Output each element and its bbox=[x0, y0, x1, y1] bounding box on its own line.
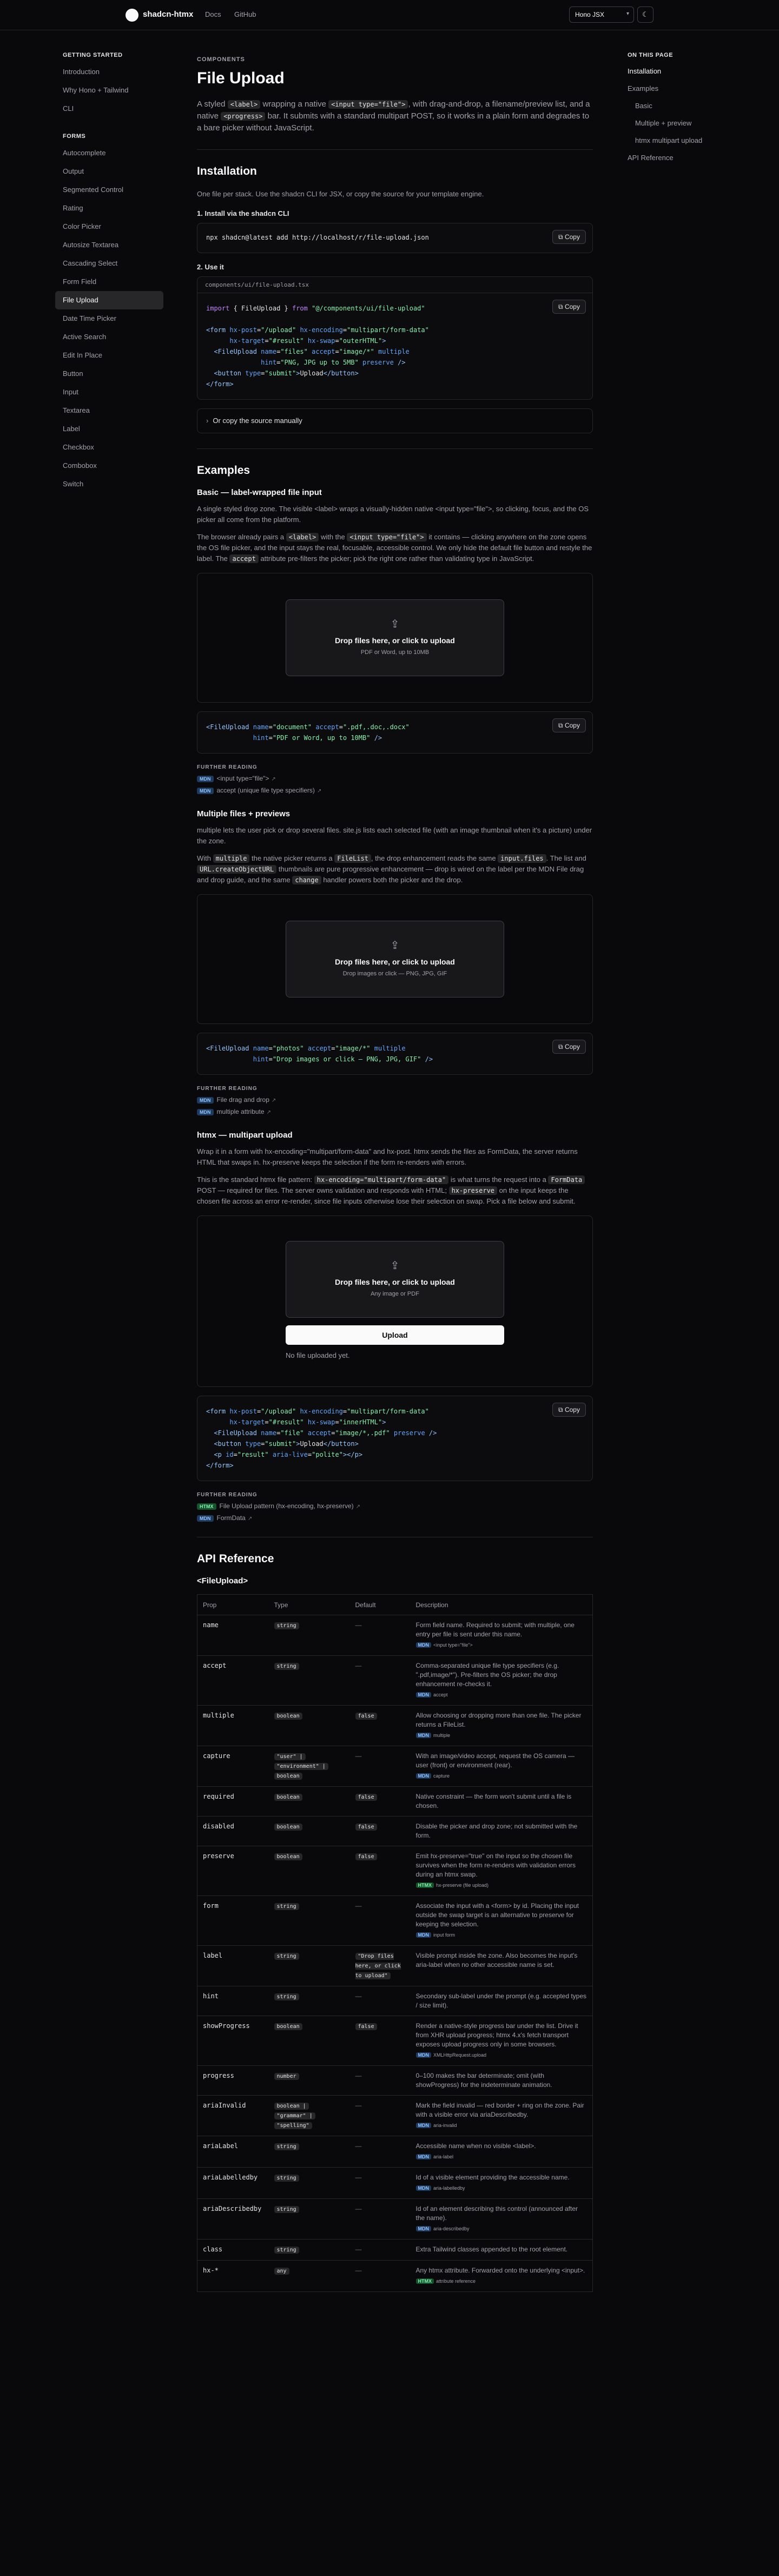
prop-default: — bbox=[350, 2168, 411, 2199]
sidebar-item-segmented-control[interactable]: Segmented Control bbox=[63, 186, 124, 194]
installation-intro: One file per stack. Use the shadcn CLI for JSX, or copy the source for your template engine. bbox=[197, 190, 484, 198]
example-htmx-detail: This is the standard htmx file pattern: hx-encoding="multipart/form-data" is what turns the request into a FormData POST — required for files. The server owns validation and responds with HTML; hx-preserve on the input keeps the chosen file across an error re-render, since file inputs otherwise lose their selection on swap. Pick a file below and submit. bbox=[197, 1174, 593, 1207]
prop-description: Render a native-style progress bar under the list. Drive it from XHR upload progress; htmx 4.x's fetch transport exposes upload progress only in some browsers. MDN XMLHttpRequest.upload bbox=[411, 2016, 593, 2066]
external-link-icon: ↗ bbox=[355, 1504, 361, 1510]
toc-item-installation[interactable]: Installation bbox=[628, 67, 662, 75]
external-link-icon: ↗ bbox=[247, 1516, 253, 1522]
prop-default: — bbox=[350, 2261, 411, 2292]
further-reading-link[interactable]: MDN accept (unique file type specifiers) ↗ bbox=[197, 787, 593, 794]
reference-link[interactable]: HTMX hx-preserve (file upload) bbox=[416, 1881, 587, 1890]
reference-link[interactable]: MDN aria-labelledby bbox=[416, 2184, 587, 2193]
example-basic-title: Basic — label-wrapped file input bbox=[197, 488, 322, 497]
further-reading-link[interactable]: MDN <input type="file"> ↗ bbox=[197, 775, 593, 782]
table-row bbox=[197, 1656, 593, 1706]
prop-name: hint bbox=[197, 1986, 269, 2016]
prop-description: Disable the picker and drop zone; not submitted with the form. bbox=[411, 1817, 593, 1846]
prop-default: — bbox=[350, 1746, 411, 1787]
file-drop-zone[interactable] bbox=[286, 1241, 504, 1318]
further-reading-label: FURTHER READING bbox=[197, 1086, 258, 1092]
prop-default: — bbox=[350, 2136, 411, 2168]
drop-zone-prompt: Drop files here, or click to upload bbox=[335, 1278, 455, 1286]
external-link-icon: ↗ bbox=[266, 1109, 271, 1115]
external-link-icon: ↗ bbox=[316, 788, 322, 794]
main-content bbox=[197, 56, 593, 2292]
prop-description: Allow choosing or dropping more than one file. The picker returns a FileList. MDN multiple bbox=[411, 1706, 593, 1746]
prop-default: false bbox=[350, 1787, 411, 1817]
prop-description: Form field name. Required to submit; with multiple, one entry per file is sent under this name. MDN <input type="file"> bbox=[411, 1615, 593, 1656]
prop-type: boolean bbox=[269, 1787, 350, 1817]
prop-description: 0–100 makes the bar determinate; omit (with showProgress) for the indeterminate animation. bbox=[411, 2066, 593, 2096]
sidebar-item-introduction[interactable]: Introduction bbox=[63, 68, 100, 76]
sidebar-item-autosize-textarea[interactable]: Autosize Textarea bbox=[63, 241, 119, 249]
api-table bbox=[197, 1594, 593, 2292]
table-row bbox=[197, 2096, 593, 2136]
moon-icon: ☾ bbox=[642, 10, 649, 18]
copy-button[interactable]: ⧉ Copy bbox=[552, 230, 586, 244]
prop-description: Any htmx attribute. Forwarded onto the underlying <input>. HTMX attribute reference bbox=[411, 2261, 593, 2292]
table-of-contents bbox=[628, 52, 736, 171]
prop-name: showProgress bbox=[197, 2016, 269, 2066]
sidebar-item-switch[interactable]: Switch bbox=[63, 480, 84, 488]
chevron-down-icon: ▾ bbox=[626, 11, 629, 17]
table-row bbox=[197, 2066, 593, 2096]
reference-link[interactable]: MDN aria-invalid bbox=[416, 2121, 587, 2130]
api-col-prop: Prop bbox=[197, 1595, 269, 1615]
example-multiple-intro: multiple lets the user pick or drop several files. site.js lists each selected file (with an image thumbnail when it's a picture) under the zone. bbox=[197, 826, 592, 845]
prop-description: Secondary sub-label under the prompt (e.g. accepted types / size limit). bbox=[411, 1986, 593, 2016]
file-drop-zone[interactable] bbox=[286, 599, 504, 676]
further-reading-link[interactable]: MDN FormData ↗ bbox=[197, 1514, 593, 1522]
copy-button[interactable]: ⧉ Copy bbox=[552, 718, 586, 732]
further-reading-link[interactable]: HTMX File Upload pattern (hx-encoding, hx-preserve) ↗ bbox=[197, 1502, 593, 1510]
copy-button[interactable]: ⧉ Copy bbox=[552, 1403, 586, 1417]
prop-type: "user" | "environment" | boolean bbox=[269, 1746, 350, 1787]
table-row bbox=[197, 2261, 593, 2292]
drop-zone-prompt: Drop files here, or click to upload bbox=[335, 636, 455, 645]
sidebar-item-color-picker[interactable]: Color Picker bbox=[63, 222, 101, 230]
prop-default: — bbox=[350, 2096, 411, 2136]
chevron-right-icon: › bbox=[206, 417, 209, 425]
api-col-type: Type bbox=[269, 1595, 350, 1615]
prop-default: false bbox=[350, 1706, 411, 1746]
table-row bbox=[197, 2199, 593, 2240]
code-filename: components/ui/file-upload.tsx bbox=[197, 276, 593, 293]
top-bar bbox=[0, 0, 779, 30]
prop-name: label bbox=[197, 1946, 269, 1986]
prop-name: ariaInvalid bbox=[197, 2096, 269, 2136]
file-drop-zone[interactable] bbox=[286, 921, 504, 998]
copy-button[interactable]: ⧉ Copy bbox=[552, 300, 586, 314]
example-basic-intro: A single styled drop zone. The visible <label> wraps a visually-hidden native <input type="file">, so clicking, focus, and the OS picker all come from the platform. bbox=[197, 505, 589, 524]
prop-name: name bbox=[197, 1615, 269, 1656]
prop-name: ariaLabelledby bbox=[197, 2168, 269, 2199]
table-row bbox=[197, 1846, 593, 1896]
sidebar-item-file-upload[interactable]: File Upload bbox=[55, 291, 163, 309]
prop-default: "Drop files here, or click to upload" bbox=[350, 1946, 411, 1986]
toc-item-htmx[interactable]: htmx multipart upload bbox=[635, 136, 703, 144]
page-kicker: COMPONENTS bbox=[197, 56, 245, 63]
prop-type: string bbox=[269, 2240, 350, 2261]
example-htmx-intro: Wrap it in a form with hx-encoding="multipart/form-data" and hx-post. htmx sends the files as FormData, the server returns HTML that swaps in. hx-preserve keeps the selection if the form re-renders with errors. bbox=[197, 1147, 578, 1166]
table-row bbox=[197, 1817, 593, 1846]
prop-name: ariaLabel bbox=[197, 2136, 269, 2168]
prop-description: Native constraint — the form won't submit until a file is chosen. bbox=[411, 1787, 593, 1817]
sidebar-item-button[interactable]: Button bbox=[63, 369, 83, 378]
page-title: File Upload bbox=[197, 69, 285, 87]
prop-type: string bbox=[269, 1896, 350, 1946]
sidebar-item-cascading-select[interactable]: Cascading Select bbox=[63, 259, 118, 267]
reference-link[interactable]: MDN <input type="file"> bbox=[416, 1641, 587, 1650]
reference-link[interactable]: MDN accept bbox=[416, 1690, 587, 1700]
sidebar-item-checkbox[interactable]: Checkbox bbox=[63, 443, 94, 451]
example-multiple-detail: With multiple the native picker returns a FileList , the drop enhancement reads the same input.files . The list and URL.createObjectURL thumbnails are pure progressive enhancement — drop is wired on the label per the MDN File drag and drop guide, and the same change handler powers both the picker and the drop. bbox=[197, 854, 586, 884]
prop-name: class bbox=[197, 2240, 269, 2261]
table-row bbox=[197, 2016, 593, 2066]
prop-type: string bbox=[269, 1615, 350, 1656]
cli-code-block: npx shadcn@latest add http://localhost/r/file-upload.json ⧉ Copy bbox=[197, 223, 593, 253]
further-reading-link[interactable]: MDN multiple attribute ↗ bbox=[197, 1108, 593, 1115]
example-multiple-title: Multiple files + previews bbox=[197, 809, 291, 818]
prop-default: — bbox=[350, 2240, 411, 2261]
drop-zone-hint: Drop images or click — PNG, JPG, GIF bbox=[342, 970, 447, 977]
prop-name: disabled bbox=[197, 1817, 269, 1846]
example-htmx-code: <form hx-post="/upload" hx-encoding="multipart/form-data" hx-target="#result" hx-swap="innerHTML"> <FileUpload name="file" accept="image/*,.pdf" preserve /> <button type="submit">Upload</button> <p id="result" aria-live="polite"></p> </form> ⧉ Copy bbox=[197, 1396, 593, 1481]
prop-name: required bbox=[197, 1787, 269, 1817]
examples-heading: Examples bbox=[197, 464, 250, 477]
prop-type: boolean bbox=[269, 1706, 350, 1746]
prop-name: ariaDescribedby bbox=[197, 2199, 269, 2240]
reference-link[interactable]: MDN capture bbox=[416, 1772, 587, 1781]
sidebar-item-rating[interactable]: Rating bbox=[63, 204, 83, 212]
sidebar-item-autocomplete[interactable]: Autocomplete bbox=[63, 149, 106, 157]
installation-heading: Installation bbox=[197, 165, 257, 177]
upload-icon: ⇪ bbox=[390, 1260, 400, 1272]
sidebar-item-combobox[interactable]: Combobox bbox=[63, 461, 97, 470]
theme-toggle-button[interactable] bbox=[637, 6, 653, 23]
reference-link[interactable]: MDN multiple bbox=[416, 1731, 587, 1740]
table-row bbox=[197, 1896, 593, 1946]
table-row bbox=[197, 1986, 593, 2016]
upload-button[interactable]: Upload bbox=[286, 1325, 504, 1345]
toc-title: ON THIS PAGE bbox=[628, 52, 674, 58]
sidebar-item-textarea[interactable]: Textarea bbox=[63, 406, 90, 414]
prop-type: any bbox=[269, 2261, 350, 2292]
sidebar-item-active-search[interactable]: Active Search bbox=[63, 333, 107, 341]
example-multiple-preview bbox=[197, 894, 593, 1024]
prop-type: number bbox=[269, 2066, 350, 2096]
external-link-icon: ↗ bbox=[271, 1098, 276, 1104]
upload-icon: ⇪ bbox=[390, 940, 400, 952]
stack-select[interactable] bbox=[569, 6, 634, 23]
example-htmx-title: htmx — multipart upload bbox=[197, 1131, 293, 1140]
prop-name: preserve bbox=[197, 1846, 269, 1896]
prop-type: boolean bbox=[269, 2016, 350, 2066]
nav-docs-link[interactable]: Docs bbox=[205, 10, 221, 18]
reference-link[interactable]: MDN aria-describedby bbox=[416, 2224, 587, 2234]
toc-item-examples[interactable]: Examples bbox=[628, 84, 659, 93]
usage-code-block: import { FileUpload } from "@/components/ui/file-upload" <form hx-post="/upload" hx-encoding="multipart/form-data" hx-target="#result" hx-swap="outerHTML"> <FileUpload name="files" accept="image/*" multiple hint="PNG, JPG up to 5MB" preserve /> <button type="submit">Upload</button> </form> ⧉ Copy bbox=[197, 293, 593, 400]
prop-default: false bbox=[350, 1817, 411, 1846]
sidebar-item-date-time-picker[interactable]: Date Time Picker bbox=[63, 314, 116, 322]
prop-name: hx-* bbox=[197, 2261, 269, 2292]
drop-zone-hint: Any image or PDF bbox=[371, 1291, 419, 1297]
prop-type: boolean bbox=[269, 1817, 350, 1846]
prop-name: form bbox=[197, 1896, 269, 1946]
toc-item-basic[interactable]: Basic bbox=[635, 102, 652, 110]
prop-default: — bbox=[350, 1615, 411, 1656]
sidebar-item-edit-in-place[interactable]: Edit In Place bbox=[63, 351, 102, 359]
manual-source-toggle[interactable]: › Or copy the source manually bbox=[197, 408, 593, 433]
prop-type: boolean | "grammar" | "spelling" bbox=[269, 2096, 350, 2136]
reference-link[interactable]: MDN aria-label bbox=[416, 2152, 587, 2162]
sidebar-item-input[interactable]: Input bbox=[63, 388, 78, 396]
copy-button[interactable]: ⧉ Copy bbox=[552, 1040, 586, 1054]
prop-type: boolean bbox=[269, 1846, 350, 1896]
prop-name: capture bbox=[197, 1746, 269, 1787]
stack-select-value: Hono JSX bbox=[575, 11, 605, 18]
reference-link[interactable]: HTMX attribute reference bbox=[416, 2277, 587, 2286]
prop-type: string bbox=[269, 1986, 350, 2016]
logo-icon[interactable] bbox=[126, 9, 138, 22]
prop-type: string bbox=[269, 1946, 350, 1986]
sidebar-item-label[interactable]: Label bbox=[63, 425, 80, 433]
table-row bbox=[197, 1615, 593, 1656]
sidebar bbox=[55, 52, 163, 490]
table-row bbox=[197, 2240, 593, 2261]
drop-zone-hint: PDF or Word, up to 10MB bbox=[360, 649, 430, 656]
prop-type: string bbox=[269, 2136, 350, 2168]
table-row bbox=[197, 2168, 593, 2199]
prop-description: Id of an element describing this control (announced after the name). MDN aria-describedby bbox=[411, 2199, 593, 2240]
sidebar-item-output[interactable]: Output bbox=[63, 167, 84, 175]
example-basic-code: <FileUpload name="document" accept=".pdf,.doc,.docx" hint="PDF or Word, up to 10MB" /> ⧉ Copy bbox=[197, 711, 593, 754]
reference-link[interactable]: MDN input form bbox=[416, 1931, 587, 1940]
prop-name: progress bbox=[197, 2066, 269, 2096]
brand-name[interactable]: shadcn-htmx bbox=[143, 10, 194, 19]
sidebar-item-form-field[interactable]: Form Field bbox=[63, 278, 97, 286]
api-component-name: <FileUpload> bbox=[197, 1576, 248, 1586]
prop-description: With an image/video accept, request the OS camera — user (front) or environment (rear). MDN capture bbox=[411, 1746, 593, 1787]
api-heading: API Reference bbox=[197, 1553, 274, 1565]
reference-link[interactable]: MDN XMLHttpRequest.upload bbox=[416, 2051, 587, 2060]
prop-description: Associate the input with a <form> by id. Placing the input outside the swap target is an alternative to preserve for keeping the selection. MDN input form bbox=[411, 1896, 593, 1946]
upload-icon: ⇪ bbox=[390, 618, 400, 630]
page-lead: A styled <label> wrapping a native <input type="file"> , with drag-and-drop, a filename/preview list, and a native <progress> bar. It submits with a standard multipart POST, so it works in a plain form and degrades to a bare picker without JavaScript. bbox=[197, 100, 590, 133]
prop-name: accept bbox=[197, 1656, 269, 1706]
install-step-2: 2. Use it bbox=[197, 263, 224, 271]
example-basic-detail: The browser already pairs a <label> with the <input type="file"> it contains — clicking anywhere on the zone opens the OS file picker, and the input stays the real, focusable, accessible control. We only hide the default file button and restyle the label. The accept attribute pre-filters the picker; pick the right one rather than validating type in JavaScript. bbox=[197, 533, 592, 563]
further-reading-label: FURTHER READING bbox=[197, 764, 258, 770]
prop-default: — bbox=[350, 2066, 411, 2096]
example-htmx-preview bbox=[197, 1216, 593, 1387]
table-row bbox=[197, 1787, 593, 1817]
table-row bbox=[197, 1946, 593, 1986]
example-basic-preview bbox=[197, 573, 593, 703]
prop-default: — bbox=[350, 1986, 411, 2016]
prop-description: Extra Tailwind classes appended to the root element. bbox=[411, 2240, 593, 2261]
toc-item-multiple[interactable]: Multiple + preview bbox=[635, 119, 692, 127]
prop-default: false bbox=[350, 2016, 411, 2066]
further-reading-link[interactable]: MDN File drag and drop ↗ bbox=[197, 1096, 593, 1104]
sidebar-item-cli[interactable]: CLI bbox=[63, 104, 74, 113]
api-col-description: Description bbox=[411, 1595, 593, 1615]
api-col-default: Default bbox=[350, 1595, 411, 1615]
prop-description: Comma-separated unique file type specifiers (e.g. ".pdf,image/*"). Pre-filters the OS picker; the drop enhancement re-checks it. MDN accept bbox=[411, 1656, 593, 1706]
sidebar-section-title: GETTING STARTED bbox=[63, 52, 123, 58]
drop-zone-prompt: Drop files here, or click to upload bbox=[335, 957, 455, 966]
install-step-1: 1. Install via the shadcn CLI bbox=[197, 209, 289, 217]
prop-default: — bbox=[350, 1896, 411, 1946]
prop-description: Mark the field invalid — red border + ring on the zone. Pair with a visible error via ariaDescribedby. MDN aria-invalid bbox=[411, 2096, 593, 2136]
sidebar-item-why-hono-tailwind[interactable]: Why Hono + Tailwind bbox=[63, 86, 129, 94]
prop-default: false bbox=[350, 1846, 411, 1896]
example-multiple-code: <FileUpload name="photos" accept="image/*" multiple hint="Drop images or click — PNG, JPG, GIF" /> ⧉ Copy bbox=[197, 1033, 593, 1075]
table-row bbox=[197, 1746, 593, 1787]
nav-github-link[interactable]: GitHub bbox=[234, 10, 256, 18]
prop-type: string bbox=[269, 2168, 350, 2199]
prop-description: Accessible name when no visible <label>. MDN aria-label bbox=[411, 2136, 593, 2168]
table-row bbox=[197, 2136, 593, 2168]
prop-default: — bbox=[350, 2199, 411, 2240]
prop-description: Visible prompt inside the zone. Also becomes the input's aria-label when no other accessible name is set. bbox=[411, 1946, 593, 1986]
prop-type: string bbox=[269, 1656, 350, 1706]
prop-description: Emit hx-preserve="true" on the input so the chosen file survives when the form re-renders with validation errors during an htmx swap. HTMX hx-preserve (file upload) bbox=[411, 1846, 593, 1896]
table-row bbox=[197, 1706, 593, 1746]
sidebar-section-title: FORMS bbox=[63, 133, 86, 140]
prop-type: string bbox=[269, 2199, 350, 2240]
external-link-icon: ↗ bbox=[271, 776, 276, 782]
prop-name: multiple bbox=[197, 1706, 269, 1746]
upload-result: No file uploaded yet. bbox=[286, 1351, 350, 1359]
further-reading-label: FURTHER READING bbox=[197, 1492, 258, 1498]
toc-item-api[interactable]: API Reference bbox=[628, 154, 674, 162]
prop-description: Id of a visible element providing the accessible name. MDN aria-labelledby bbox=[411, 2168, 593, 2199]
prop-default: — bbox=[350, 1656, 411, 1706]
